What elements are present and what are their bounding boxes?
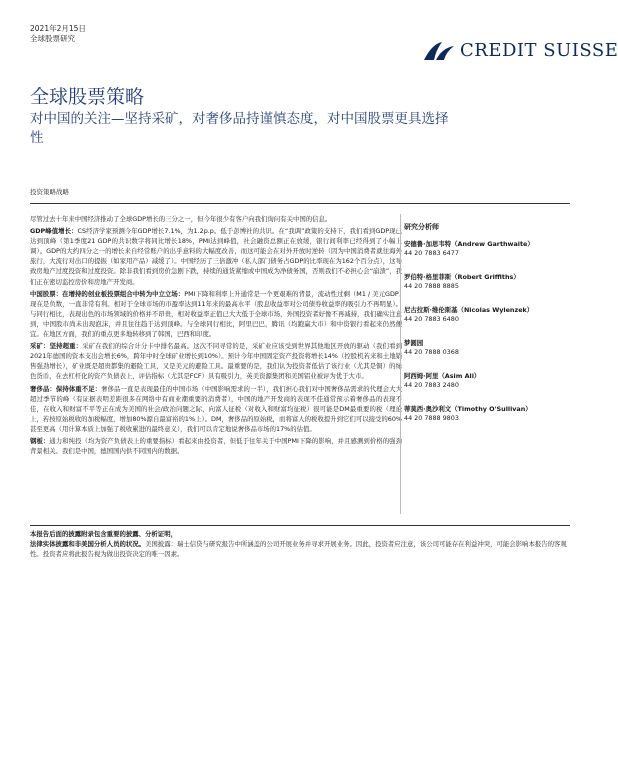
analyst-phone: 44 20 7883 2480 — [404, 381, 459, 389]
steel-heading: 钢板： — [30, 436, 50, 445]
analyst-name[interactable]: 梦圆园 — [404, 339, 424, 347]
credit-suisse-logo — [422, 38, 618, 64]
gdp-heading: GDP峰值增长： — [30, 227, 78, 236]
gdp-paragraph — [30, 226, 402, 287]
analyst-phone: 44 20 7883 6480 — [404, 315, 459, 323]
disclaimer-line1: 本报告后面的披露附录包含重要的披露、分析证明， — [30, 530, 177, 538]
china-equity-paragraph — [30, 289, 402, 339]
sidebar-title: 研究分析师 — [404, 223, 439, 231]
disclaimer-text: 美国披露：瑞士信贷与研究报告中所涵盖的公司开展业务并寻求开展业务。因此，投资者应注意，该公司可能存在利益冲突，可能会影响本报告的客观性。投资者应将此报告视为做出投资决定的唯一因素。 — [30, 540, 567, 558]
analyst-phone: 44 20 7888 8885 — [404, 282, 459, 290]
analyst-name[interactable]: 尼古拉斯·维伦斯基（Nicolas Wylenzek） — [404, 306, 534, 314]
analyst-phone: 44 20 7883 6477 — [404, 249, 459, 257]
footer-divider — [30, 525, 570, 526]
disclaimer — [30, 529, 570, 559]
mining-paragraph — [30, 341, 402, 381]
department-label: 全球股票研究 — [30, 34, 75, 43]
analyst-name[interactable]: 安德鲁·加思韦特（Andrew Garthwaite） — [404, 240, 534, 248]
analyst-name[interactable]: 罗伯特·格里菲斯（Robert Griffiths） — [404, 273, 520, 281]
analyst-phone: 44 20 7888 9803 — [404, 414, 459, 422]
analyst-entry — [404, 339, 574, 357]
intro-paragraph: 尽管过去十年来中国经济推动了全球GDP增长的三分之一，但今年很少有客户向我们询问有关中国的信息。 — [30, 215, 332, 223]
luxury-paragraph — [30, 384, 402, 434]
analyst-entry — [404, 405, 574, 423]
china-equity-text: PMI下降和利率上升通常是一个更艰难的背景，流动性过剩（M1 / 美元GDP）现在是负数，一直非常有利。相对于全球市场的市盈率达到11年来的最高水平（股息收益率对公司债券收益率的吸引力不再明显）。与同行相比，表现出色的市场领域的价格并不昂贵，相对收益率正值已大大低于全球市场，外国投资者好像不再减持，我们确实注意到，中国股市尚未出现泡沫，并且往往趋于达到顶峰。与全球同行相比，阿里巴巴，腾讯（均跑赢大市）和中资银行看起来仍然便宜。在地区方面，我们的重点更多地转移到了韩国，巴西和印度。 — [30, 289, 402, 339]
disclaimer-line2 — [30, 539, 570, 559]
logo-text: CREDIT SUISSE — [460, 40, 618, 61]
mining-text: 采矿在我们的综合计分卡中排名最高。这次不同寻常的是，采矿业应该受到世界其他地区开放的驱动（我们看到2021年德国的资本支出会增长6%，跨年中时全球矿业增长到10%）。预计今年中国固定资产投资将增长14%（控股机若来和土地销售强劲增长），矿业既是超贵都集的避险工具，又是美元的避险工具。最重要的是，我们认为投资者低估了该行业（尤其是铜）的绿色货币，在去杠杆化的资产负债表上，评估指标（尤其是FCF）具有吸引力，英美资源集团和美国铝业被评为优于大市。 — [30, 342, 403, 381]
luxury-heading: 奢侈品：保持体重不足： — [30, 384, 102, 393]
luxury-text: 奢侈品一直是表现最佳的中国市场（中国影响需求的一半），我们担心我们对中国奢侈品需求的代理会大大超过季节的峰（有证据表明差距很多在网络中有商业潮重要的消费者），中国的地产开发商的表现不佳通常预示着奢侈品的表现不佳，在收入和财富不平等正在成为美国的社会/政治问题之际，向富人征税（对收入和财富均征税）很可能是DM最重要的税（理论上，若按原始税收的加税幅度，增加80%源自最富裕的1%上）。DM，奢侈品的原始税，而将富人的税收提升到它们可以接受的60%甚至更高（用计算本质上加强了税收累进的最终意义），我们可以肯定地说奢侈品市场的17%的估值。 — [30, 384, 402, 433]
disclaimer-lead: 法律实体披露和非美国分析人员的状况。 — [30, 540, 146, 548]
mining-heading: 采矿：坚持超重： — [30, 342, 83, 351]
analyst-name[interactable]: 蒂莫西·奥沙利文（Timothy O'Sullivan） — [404, 405, 532, 413]
category-label: 投资策略战略 — [30, 188, 69, 196]
analyst-entry — [404, 372, 574, 390]
page-title: 全球股票策略 — [30, 86, 145, 108]
analyst-entry — [404, 273, 574, 291]
column-divider — [400, 214, 401, 514]
analyst-sidebar — [404, 222, 574, 438]
main-body — [30, 214, 402, 458]
analyst-phone: 44 20 7888 0368 — [404, 348, 459, 356]
steel-text: 通力和纯投（均为资产负债表上的重要指标）看起来由投资者，但低于往年关于中国PMI下降的影响，并且感测到价格的强劲背景相关。我们是中国，德国国内供不同国内的数据。 — [30, 436, 403, 456]
steel-paragraph — [30, 436, 402, 456]
header-divider — [30, 203, 570, 204]
sails-icon — [422, 40, 456, 62]
report-date: 2021年2月15日 — [30, 24, 86, 33]
analyst-name[interactable]: 阿西姆·阿里（Asim Ali） — [404, 372, 481, 380]
analyst-entry — [404, 240, 574, 258]
analyst-entry — [404, 306, 574, 324]
china-equity-heading: 中国股票：在增持的创业板投票组合中转为中立立场： — [30, 289, 185, 298]
gdp-text: CS经济学家预测今年GDP增长7.1%，为1.2p.p。低于彭博社的共识。在“我调”政策的支持下，我们看到GDP现已达到顶峰（第1季度21 GDP的共识数字将同比增长18%，PMI达到峰值，社会融资总额正在放缓，银行间利率已经得到了小幅上调）。GDP的大约四分之一的增长来自经常账户的出乎意料的大幅度改善，而这可能会在对外开放时逆转（因为中国消费者就往海外旅行，大流行对出口的提振（如家用产品）减缓了）。中国经历了三倍激冲（私人部门债务占GDP的比率现在为162个百分点），这导致房地产过度投资和过度投资。除非我们看到房价急剧下跌，持续的通货紧缩或中国成为净债务国，否则我们不必担心会“崩溃”，我们正在密切监控房价和房地产开发商。 — [30, 227, 402, 286]
page-subtitle: 对中国的关注—坚持采矿，对奢侈品持谨慎态度，对中国股票更具选择性 — [30, 111, 449, 146]
